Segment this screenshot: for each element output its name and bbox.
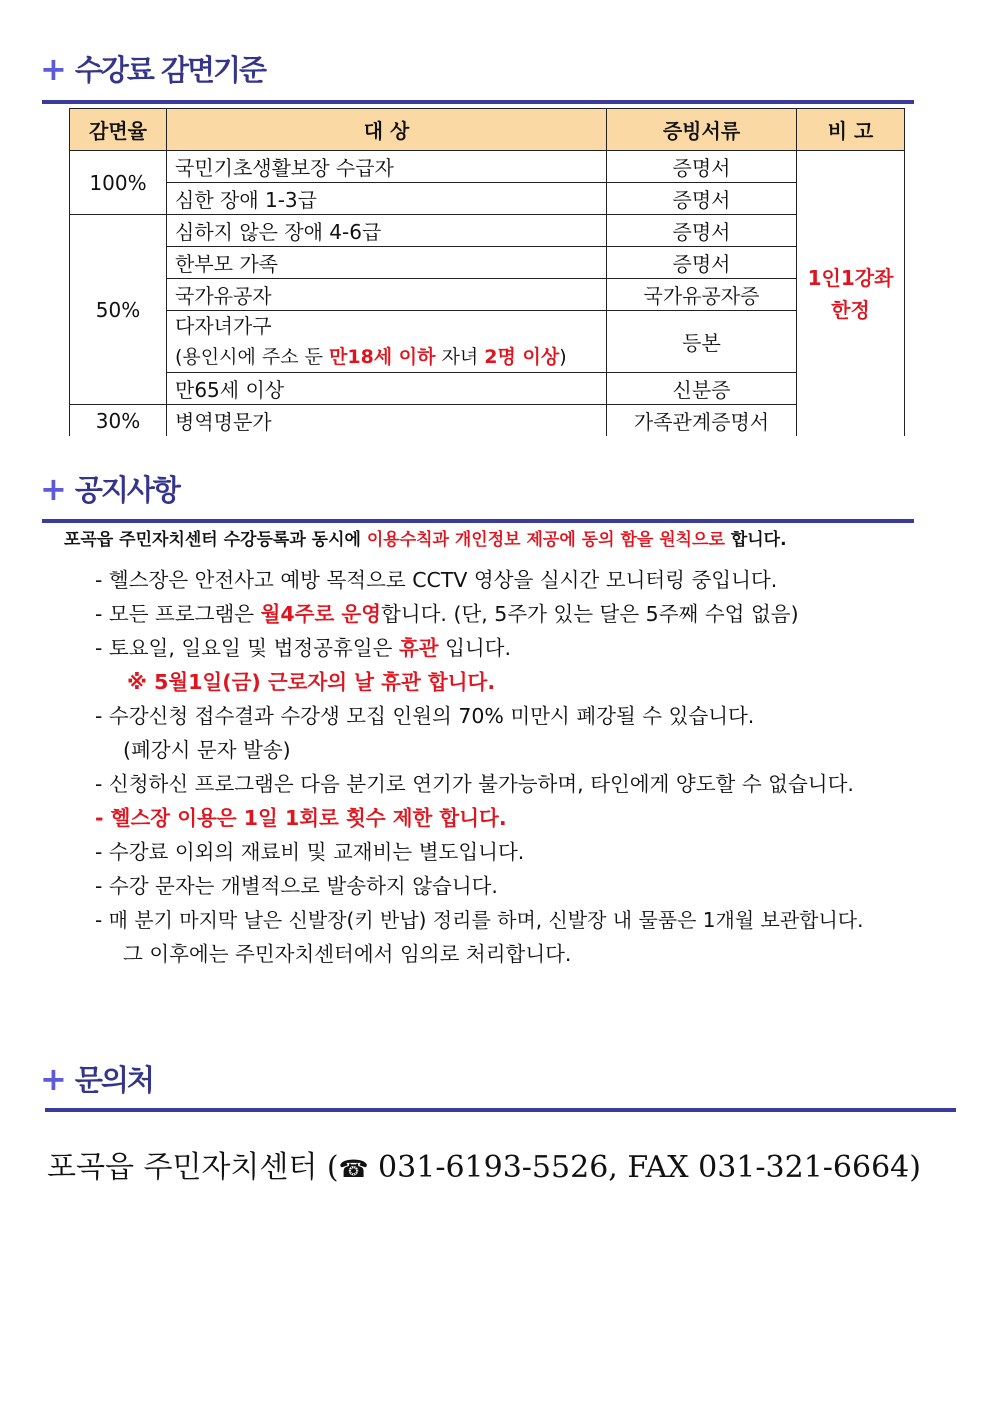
rate-cell: 100% [70,151,167,215]
title-text: 공지사항 [74,473,179,507]
contact-text: 포곡읍 주민자치센터 ( [47,1150,339,1185]
list-item: - 헬스장은 안전사고 예방 목적으로 CCTV 영상을 실시간 모니터링 중입니다. [95,568,778,592]
list-item [95,597,863,631]
header-target: 대 상 [167,109,607,151]
table-row [70,247,905,279]
target-cell [167,311,607,373]
note-highlight: 만18세 이하 [329,346,436,368]
doc-cell: 증명서 [607,151,797,183]
plus-icon: + [40,49,65,88]
doc-cell: 등본 [607,311,797,373]
target-cell: 한부모 가족 [167,247,607,279]
intro-text: 합니다. [724,530,787,550]
list-item: - 수강신청 접수결과 수강생 모집 인원의 70% 미만시 폐강될 수 있습니다. [95,704,755,728]
table-row [70,405,905,437]
item-text: - 토요일, 일요일 및 법정공휴일은 [95,636,399,660]
target-cell: 심하지 않은 장애 4-6급 [167,215,607,247]
section-contact-title [40,1058,153,1099]
target-text: 다자녀가구 [175,314,272,338]
intro-text: 포곡읍 주민자치센터 수강등록과 동시에 [64,530,367,550]
target-cell: 국민기초생활보장 수급자 [167,151,607,183]
section-fee-reduction-title [40,48,265,89]
target-cell: 국가유공자 [167,279,607,311]
table-row [70,183,905,215]
divider [45,1108,956,1112]
plus-icon: + [40,1059,65,1098]
target-cell: 병역명문가 [167,405,607,437]
remark-line: 한정 [831,297,870,322]
table-row [70,311,905,373]
table-row [70,279,905,311]
header-remark: 비 고 [797,109,905,151]
list-item-continued: 그 이후에는 주민자치센터에서 임의로 처리합니다. [123,942,572,966]
list-item-continued: (폐강시 문자 발송) [123,738,291,762]
title-text: 수강료 감면기준 [74,53,266,87]
contact-text: 031-6193-5526, FAX 031-321-6664) [368,1150,921,1185]
doc-cell: 증명서 [607,247,797,279]
table-row [70,373,905,405]
doc-cell: 국가유공자증 [607,279,797,311]
phone-icon: ☎ [338,1155,369,1183]
item-text: 합니다. (단, 5주가 있는 달은 5주째 수업 없음) [381,602,799,626]
rate-cell: 30% [70,405,167,437]
contact-info [47,1142,921,1186]
list-item-holiday: ※ 5월1일(금) 근로자의 날 휴관 합니다. [127,670,496,694]
section-notice-title [40,468,179,509]
table-row [70,215,905,247]
list-item: - 신청하신 프로그램은 다음 분기로 연기가 불가능하며, 타인에게 양도할 수 없습니다. [95,772,854,796]
divider [42,519,914,523]
item-text: - 모든 프로그램은 [95,602,261,626]
item-highlight: 휴관 [398,636,439,660]
intro-highlight: 이용수칙과 개인정보 제공에 동의 함을 원칙으로 [366,530,725,550]
table-row [70,151,905,183]
doc-cell: 증명서 [607,183,797,215]
target-cell: 심한 장애 1-3급 [167,183,607,215]
list-item: - 헬스장 이용은 1일 1회로 횟수 제한 합니다. [95,806,507,830]
notice-intro [64,525,787,550]
item-text: 입니다. [438,636,511,660]
target-cell: 만65세 이상 [167,373,607,405]
notice-list [95,563,863,971]
remark-cell [797,151,905,437]
note-text: (용인시에 주소 둔 [175,346,330,368]
fee-reduction-table [69,108,905,436]
note-text: 자녀 [435,346,485,368]
remark-line: 1인1강좌 [807,265,894,290]
plus-icon: + [40,469,65,508]
list-item: - 수강 문자는 개별적으로 발송하지 않습니다. [95,874,498,898]
item-highlight: 월4주로 운영 [260,602,381,626]
doc-cell: 가족관계증명서 [607,405,797,437]
header-docs: 증빙서류 [607,109,797,151]
doc-cell: 신분증 [607,373,797,405]
title-text: 문의처 [74,1063,153,1097]
list-item [95,631,863,665]
note-highlight: 2명 이상 [484,346,560,368]
note-text: ) [559,346,567,368]
target-note [175,346,567,368]
header-rate: 감면율 [70,109,167,151]
doc-cell: 증명서 [607,215,797,247]
divider [42,100,914,104]
table-header-row [70,109,905,151]
list-item: - 매 분기 마지막 날은 신발장(키 반납) 정리를 하며, 신발장 내 물품은 1개월 보관합니다. [95,908,864,932]
list-item: - 수강료 이외의 재료비 및 교재비는 별도입니다. [95,840,525,864]
rate-cell: 50% [70,215,167,405]
